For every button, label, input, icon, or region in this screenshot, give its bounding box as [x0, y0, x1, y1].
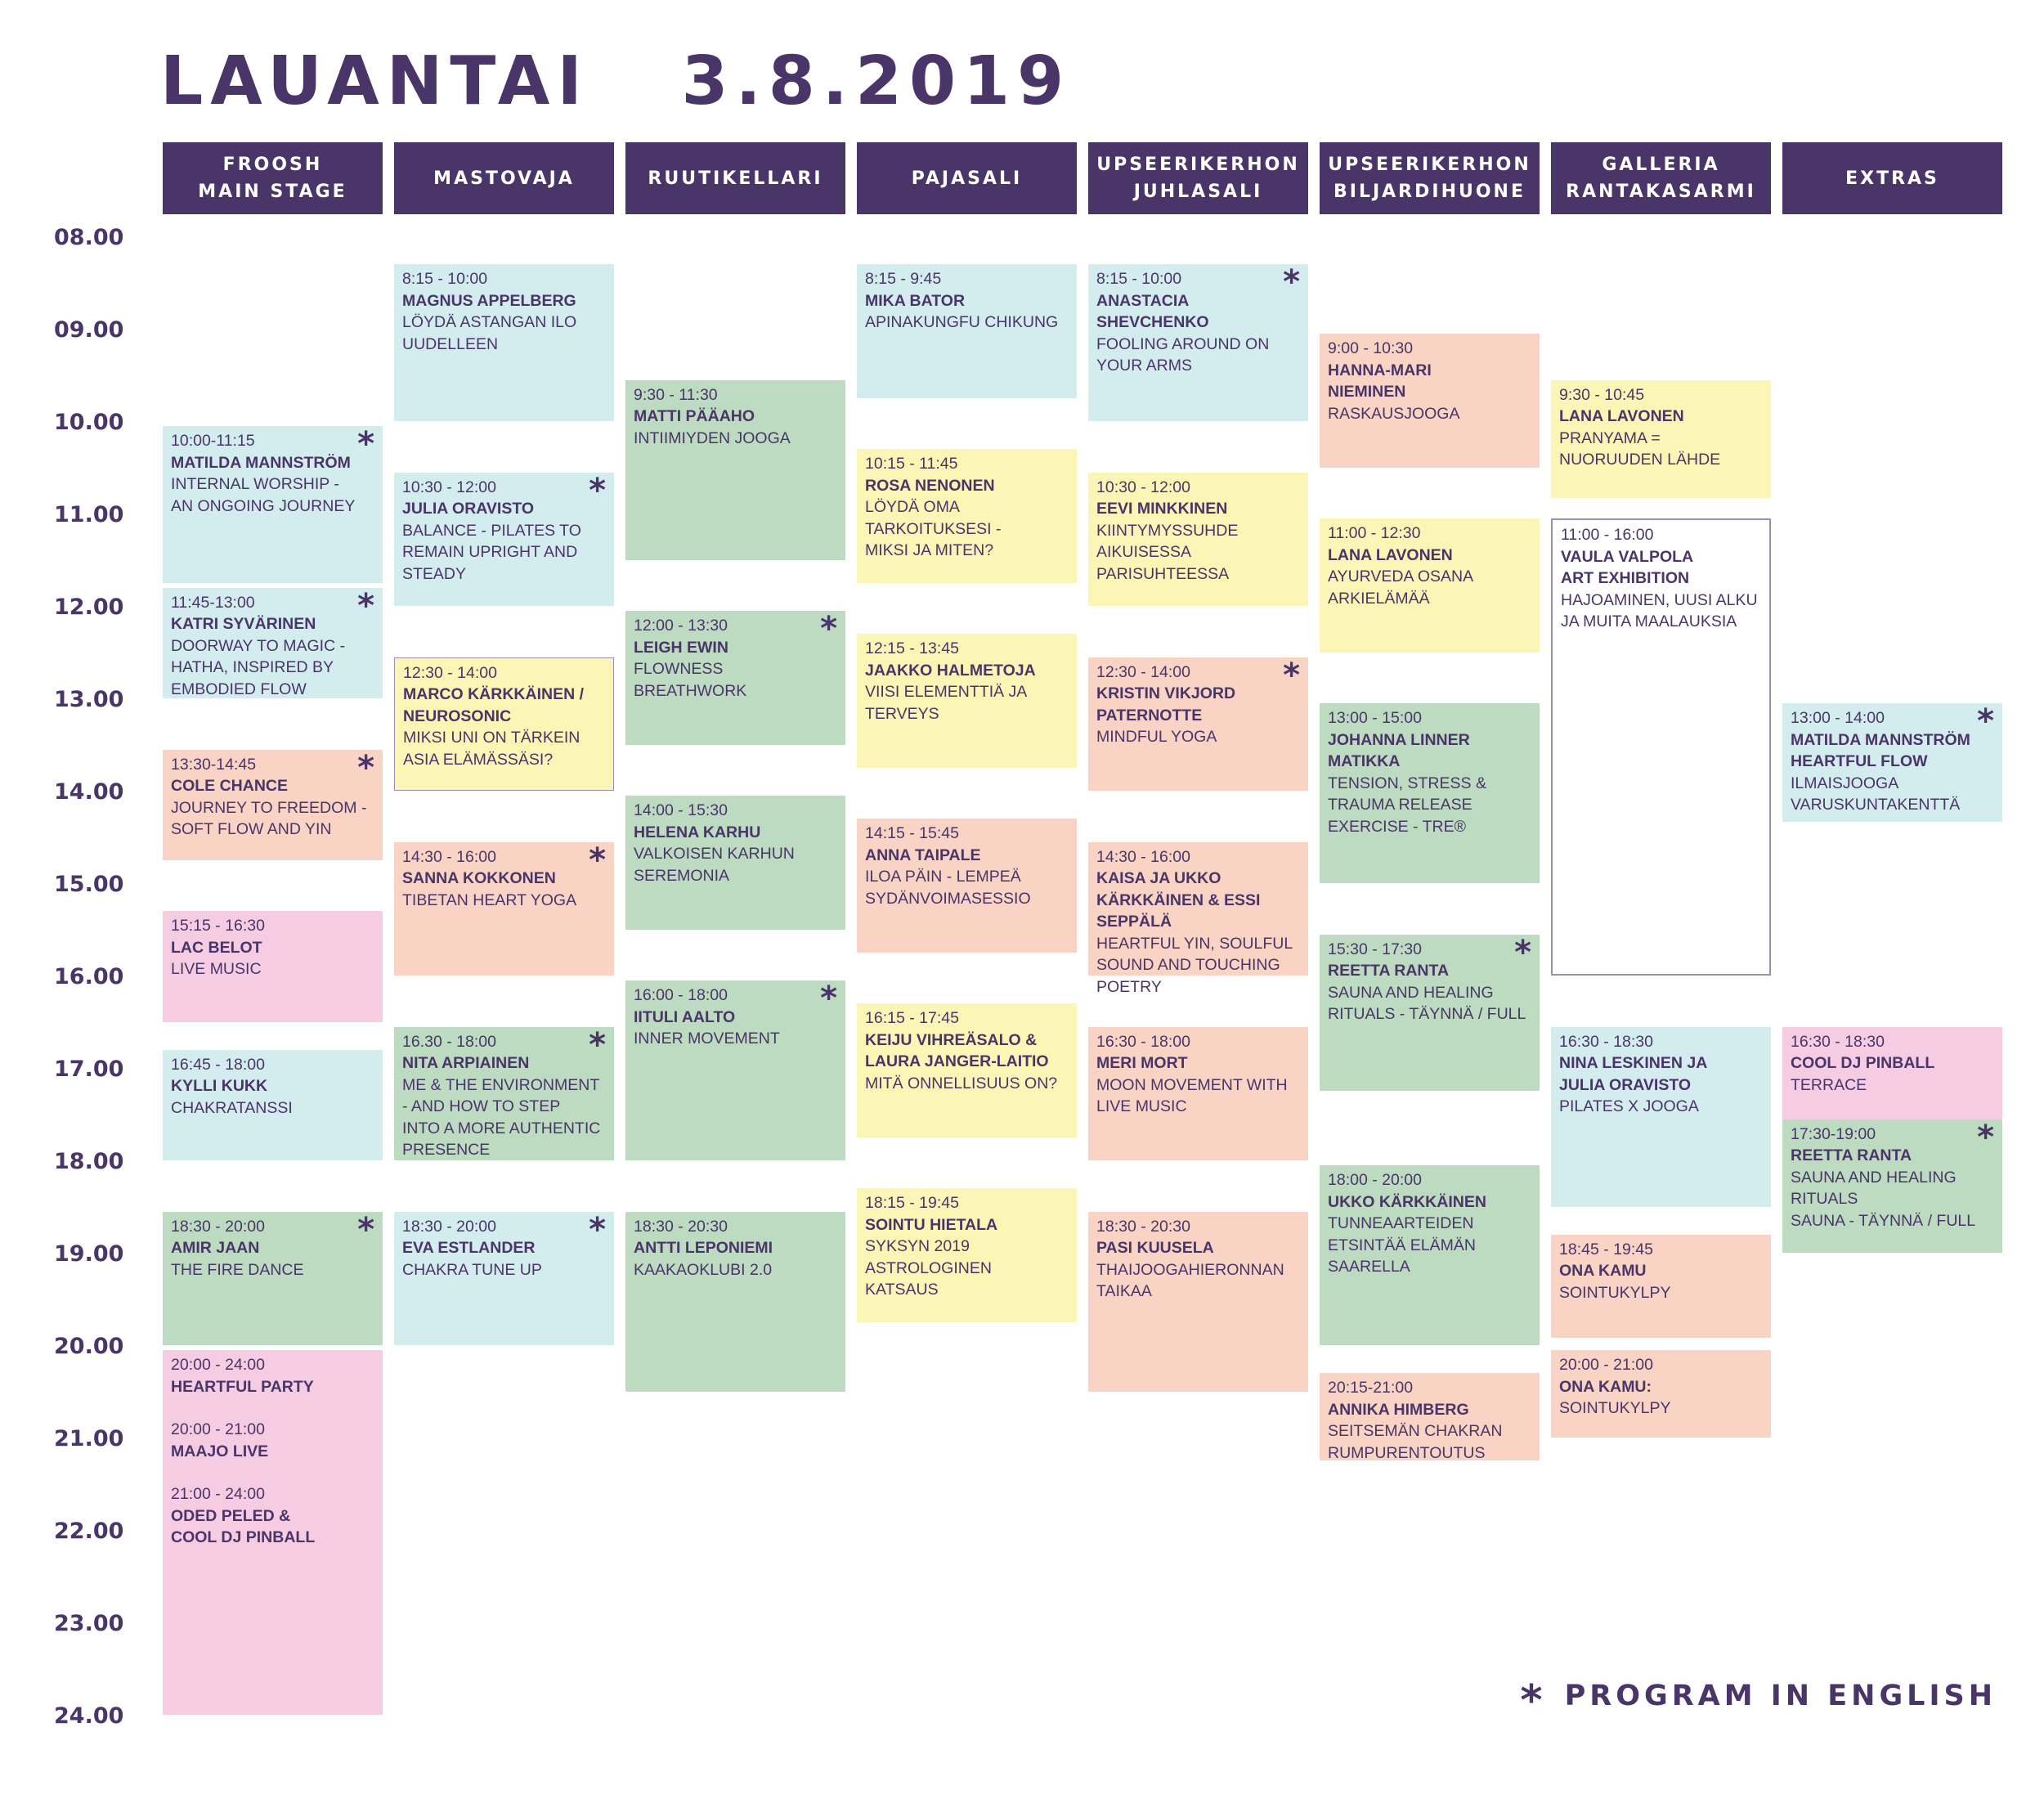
- event-performer: HELENA KARHU: [634, 823, 761, 841]
- event-description: INNER MOVEMENT: [634, 1030, 780, 1048]
- event-description: LÖYDÄ ASTANGAN ILO UUDELLEEN: [402, 313, 577, 353]
- event-card[interactable]: [1320, 1165, 1540, 1345]
- event-performer: COOL DJ PINBALL: [1791, 1054, 1935, 1072]
- event-time: 11:00 - 16:00: [1561, 526, 1654, 544]
- event-description: FOOLING AROUND ON YOUR ARMS: [1096, 334, 1270, 375]
- venue-header-label: UPSEERIKERHON JUHLASALI: [1096, 155, 1300, 202]
- venue-header: [1782, 142, 2002, 214]
- event-time: 18:00 - 20:00: [1328, 1171, 1422, 1189]
- event-time: 10:00-11:15: [171, 432, 255, 450]
- venue-header-label: RUUTIKELLARI: [648, 168, 823, 189]
- event-performer: NITA ARPIAINEN: [402, 1054, 530, 1072]
- event-description: JOURNEY TO FREEDOM - SOFT FLOW AND YIN: [171, 798, 367, 838]
- english-asterisk-icon: *: [1283, 263, 1300, 302]
- event-time: 12:15 - 13:45: [865, 639, 959, 658]
- sub-event-time: 20:00 - 21:00: [171, 1420, 265, 1438]
- event-description: PRANYAMA = NUORUUDEN LÄHDE: [1559, 428, 1721, 469]
- event-card[interactable]: [857, 819, 1077, 953]
- event-performer: COLE CHANCE: [171, 777, 289, 795]
- event-performer: LEIGH EWIN: [634, 638, 728, 657]
- venue-header: [1088, 142, 1308, 214]
- event-description: MITÄ ONNELLISUUS ON?: [865, 1074, 1058, 1092]
- event-time: 14:15 - 15:45: [865, 824, 959, 843]
- event-performer: REETTA RANTA: [1791, 1146, 1912, 1164]
- event-time: 12:30 - 14:00: [403, 663, 497, 682]
- event-time: 14:30 - 16:00: [1096, 847, 1190, 866]
- event-performer: MERI MORT: [1096, 1054, 1188, 1072]
- event-card[interactable]: [163, 1212, 383, 1346]
- hour-label: 23.00: [54, 1611, 124, 1636]
- event-performer: KATRI SYVÄRINEN: [171, 615, 316, 634]
- event-description: KIINTYMYSSUHDE AIKUISESSA PARISUHTEESSA: [1096, 521, 1239, 583]
- event-performer: VAULA VALPOLA ART EXHIBITION: [1561, 547, 1694, 587]
- venue-header: [1320, 142, 1540, 214]
- event-performer: EEVI MINKKINEN: [1096, 500, 1228, 518]
- event-description: BALANCE - PILATES TO REMAIN UPRIGHT AND STEADY: [402, 521, 581, 583]
- asterisk-icon: *: [1520, 1676, 1547, 1725]
- hour-label: 13.00: [54, 687, 124, 712]
- english-asterisk-icon: *: [357, 586, 374, 625]
- event-performer: KEIJU VIHREÄSALO & LAURA JANGER-LAITIO: [865, 1030, 1049, 1071]
- event-time: 18:30 - 20:00: [402, 1217, 496, 1236]
- event-description: ILOA PÄIN - LEMPEÄ SYDÄNVOIMASESSIO: [865, 868, 1031, 908]
- event-performer: ANNA TAIPALE: [865, 846, 981, 864]
- english-asterisk-icon: *: [1283, 656, 1300, 694]
- event-time: 18:30 - 20:30: [634, 1217, 728, 1236]
- hour-label: 14.00: [54, 779, 124, 805]
- hour-label: 20.00: [54, 1334, 124, 1359]
- event-time: 15:15 - 16:30: [171, 917, 265, 935]
- event-performer: AMIR JAAN: [171, 1239, 260, 1257]
- event-card[interactable]: [857, 634, 1077, 768]
- english-asterisk-icon: *: [357, 425, 374, 463]
- event-description: FLOWNESS BREATHWORK: [634, 660, 747, 700]
- event-card[interactable]: [857, 449, 1077, 583]
- event-card[interactable]: [394, 264, 614, 421]
- event-card[interactable]: [163, 1350, 383, 1715]
- event-card[interactable]: [625, 380, 845, 560]
- event-time: 20:00 - 24:00: [171, 1356, 265, 1374]
- event-time: 13:00 - 15:00: [1328, 709, 1422, 727]
- venue-header: [857, 142, 1077, 214]
- event-time: 16:00 - 18:00: [634, 986, 728, 1004]
- event-description: SAUNA AND HEALING RITUALS SAUNA - TÄYNNÄ / FULL: [1791, 1168, 1976, 1230]
- venue-header-label: PAJASALI: [911, 168, 1023, 189]
- legend: [1520, 1676, 1997, 1725]
- event-performer: PASI KUUSELA: [1096, 1239, 1214, 1257]
- event-card[interactable]: [394, 473, 614, 607]
- event-performer: MATTI PÄÄAHO: [634, 407, 755, 425]
- event-performer: SANNA KOKKONEN: [402, 869, 556, 887]
- event-card[interactable]: [625, 1212, 845, 1392]
- event-performer: ROSA NENONEN: [865, 476, 995, 495]
- event-card[interactable]: [857, 1003, 1077, 1137]
- event-time: 16:15 - 17:45: [865, 1009, 959, 1028]
- event-performer: JULIA ORAVISTO: [402, 500, 535, 518]
- event-description: KAAKAOKLUBI 2.0: [634, 1260, 773, 1279]
- event-description: TIBETAN HEART YOGA: [402, 891, 577, 909]
- event-performer: MATILDA MANNSTRÖM: [171, 453, 351, 472]
- venue-header: [625, 142, 845, 214]
- event-card[interactable]: [625, 611, 845, 745]
- event-time: 18:45 - 19:45: [1559, 1240, 1653, 1258]
- event-time: 9:30 - 11:30: [634, 385, 718, 404]
- venue-header: [163, 142, 383, 214]
- event-performer: IITULI AALTO: [634, 1007, 736, 1026]
- event-time: 20:00 - 21:00: [1559, 1356, 1653, 1374]
- event-time: 10:30 - 12:00: [1096, 478, 1190, 496]
- sub-event-time: 21:00 - 24:00: [171, 1485, 265, 1503]
- event-card[interactable]: [625, 796, 845, 930]
- event-time: 16:45 - 18:00: [171, 1055, 265, 1074]
- event-performer: MAGNUS APPELBERG: [402, 291, 576, 310]
- event-card[interactable]: [394, 1212, 614, 1346]
- event-card[interactable]: [1551, 1350, 1771, 1438]
- english-asterisk-icon: *: [1977, 1118, 1994, 1156]
- venue-header-label: EXTRAS: [1845, 168, 1939, 189]
- event-performer: ANNIKA HIMBERG: [1328, 1400, 1469, 1419]
- event-performer: KRISTIN VIKJORD PATERNOTTE: [1096, 684, 1236, 725]
- event-time: 12:30 - 14:00: [1096, 662, 1190, 681]
- event-performer: HANNA-MARI NIEMINEN: [1328, 361, 1432, 401]
- event-card[interactable]: [857, 264, 1077, 398]
- event-card[interactable]: [1320, 703, 1540, 883]
- event-description: ME & THE ENVIRONMENT - AND HOW TO STEP INTO A MORE AUTHENTIC PRESENCE: [402, 1075, 601, 1159]
- event-description: APINAKUNGFU CHIKUNG: [865, 313, 1059, 332]
- event-time: 17:30-19:00: [1791, 1124, 1876, 1143]
- event-description: MIKSI UNI ON TÄRKEIN ASIA ELÄMÄSSÄSI?: [403, 729, 580, 769]
- event-time: 16:30 - 18:30: [1791, 1032, 1885, 1051]
- event-card[interactable]: [1088, 842, 1308, 996]
- event-description: SAUNA AND HEALING RITUALS - TÄYNNÄ / FULL: [1328, 983, 1526, 1023]
- hour-label: 22.00: [54, 1519, 124, 1544]
- event-card[interactable]: [163, 588, 383, 698]
- event-description: VALKOISEN KARHUN SEREMONIA: [634, 845, 795, 885]
- event-time: 18:30 - 20:00: [171, 1217, 265, 1236]
- event-time: 14:00 - 15:30: [634, 801, 728, 819]
- event-time: 15:30 - 17:30: [1328, 940, 1422, 958]
- venue-header-label: GALLERIA RANTAKASARMI: [1566, 155, 1756, 202]
- event-time: 20:15-21:00: [1328, 1379, 1414, 1397]
- event-time: 16:30 - 18:30: [1559, 1032, 1653, 1051]
- event-performer: ONA KAMU: [1559, 1262, 1647, 1281]
- event-performer: MARCO KÄRKKÄINEN / NEUROSONIC: [403, 685, 584, 725]
- event-description: DOORWAY TO MAGIC - HATHA, INSPIRED BY EMBODIED FLOW: [171, 636, 346, 698]
- event-description: HEARTFUL YIN, SOULFUL SOUND AND TOUCHING POETRY: [1096, 934, 1293, 996]
- event-performer: ANASTACIA SHEVCHENKO: [1096, 291, 1209, 332]
- hour-label: 12.00: [54, 594, 124, 620]
- event-card[interactable]: [163, 750, 383, 860]
- venue-header-label: UPSEERIKERHON BILJARDIHUONE: [1328, 155, 1531, 202]
- event-card[interactable]: [1551, 380, 1771, 499]
- spacer: [171, 1462, 374, 1483]
- event-description: PILATES X JOOGA: [1559, 1097, 1699, 1115]
- hour-label: 16.00: [54, 964, 124, 989]
- event-performer: JAAKKO HALMETOJA: [865, 661, 1036, 680]
- event-description: TUNNEAARTEIDEN ETSINTÄÄ ELÄMÄN SAARELLA: [1328, 1214, 1476, 1276]
- english-asterisk-icon: *: [589, 1025, 606, 1064]
- event-card[interactable]: [163, 911, 383, 1021]
- hour-label: 10.00: [54, 410, 124, 435]
- event-card[interactable]: [1782, 1119, 2002, 1254]
- event-performer: HEARTFUL PARTY: [171, 1377, 314, 1396]
- event-description: TERRACE: [1791, 1075, 1867, 1094]
- event-performer: JOHANNA LINNER MATIKKA: [1328, 730, 1470, 770]
- hour-label: 11.00: [54, 502, 124, 527]
- event-card[interactable]: [1320, 334, 1540, 468]
- venue-header: [394, 142, 614, 214]
- event-description: TENSION, STRESS & TRAUMA RELEASE EXERCISE - TRE®: [1328, 774, 1486, 836]
- event-card[interactable]: [1551, 1027, 1771, 1207]
- event-card[interactable]: [1782, 703, 2002, 822]
- event-description: LIVE MUSIC: [171, 960, 262, 979]
- event-card[interactable]: [1088, 1212, 1308, 1392]
- event-card[interactable]: [857, 1188, 1077, 1322]
- event-time: 13:30-14:45: [171, 755, 257, 774]
- event-time: 9:30 - 10:45: [1559, 385, 1645, 404]
- spacer: [171, 1397, 374, 1419]
- event-card[interactable]: [394, 842, 614, 976]
- event-performer: MATILDA MANNSTRÖM HEARTFUL FLOW: [1791, 730, 1970, 770]
- event-time: 16.30 - 18:00: [402, 1032, 496, 1051]
- event-card[interactable]: [1088, 1027, 1308, 1161]
- event-description: INTERNAL WORSHIP - AN ONGOING JOURNEY: [171, 475, 356, 515]
- english-asterisk-icon: *: [589, 841, 606, 879]
- event-performer: EVA ESTLANDER: [402, 1239, 536, 1257]
- event-time: 8:15 - 9:45: [865, 270, 942, 289]
- english-asterisk-icon: *: [589, 471, 606, 509]
- event-card[interactable]: [394, 657, 614, 792]
- venue-header: [1551, 142, 1771, 214]
- event-performer: ANTTI LEPONIEMI: [634, 1239, 773, 1257]
- event-description: MINDFUL YOGA: [1096, 728, 1217, 746]
- page-title: LAUANTAI 3.8.2019: [160, 43, 1072, 120]
- event-description: AYURVEDA OSANA ARKIELÄMÄÄ: [1328, 568, 1474, 608]
- event-performer: KYLLI KUKK: [171, 1077, 268, 1096]
- english-asterisk-icon: *: [1514, 933, 1531, 971]
- event-description: MOON MOVEMENT WITH LIVE MUSIC: [1096, 1075, 1288, 1115]
- event-card[interactable]: [1551, 518, 1771, 976]
- event-time: 9:00 - 10:30: [1328, 339, 1414, 357]
- hour-label: 08.00: [54, 225, 124, 250]
- event-description: THE FIRE DANCE: [171, 1260, 304, 1279]
- event-time: 13:00 - 14:00: [1791, 709, 1885, 727]
- event-time: 11:00 - 12:30: [1328, 524, 1421, 542]
- event-card[interactable]: [625, 980, 845, 1160]
- event-card[interactable]: [163, 1050, 383, 1160]
- event-description: THAIJOOGAHIERONNAN TAIKAA: [1096, 1260, 1284, 1300]
- event-time: 16:30 - 18:00: [1096, 1032, 1190, 1051]
- event-time: 11:45-13:00: [171, 593, 255, 612]
- english-asterisk-icon: *: [820, 980, 837, 1017]
- event-description: HAJOAMINEN, UUSI ALKU JA MUITA MAALAUKSIA: [1561, 590, 1758, 630]
- event-performer: LANA LAVONEN: [1559, 407, 1684, 425]
- hour-label: 19.00: [54, 1241, 124, 1267]
- legend-text: PROGRAM IN ENGLISH: [1564, 1680, 1997, 1712]
- english-asterisk-icon: *: [357, 748, 374, 787]
- event-description: SEITSEMÄN CHAKRAN RUMPURENTOUTUS: [1328, 1422, 1503, 1462]
- event-card[interactable]: [163, 426, 383, 583]
- event-description: LÖYDÄ OMA TARKOITUKSESI - MIKSI JA MITEN?: [865, 498, 1002, 560]
- hour-label: 15.00: [54, 872, 124, 897]
- event-time: 14:30 - 16:00: [402, 847, 496, 866]
- event-performer: KAISA JA UKKO KÄRKKÄINEN & ESSI SEPPÄLÄ: [1096, 869, 1261, 931]
- event-time: 10:30 - 12:00: [402, 478, 496, 496]
- hour-label: 18.00: [54, 1149, 124, 1174]
- event-performer: NINA LESKINEN JA JULIA ORAVISTO: [1559, 1054, 1708, 1094]
- event-card[interactable]: [1320, 518, 1540, 653]
- event-time: 18:15 - 19:45: [865, 1194, 959, 1213]
- event-card[interactable]: [1088, 264, 1308, 421]
- event-card[interactable]: [1088, 473, 1308, 607]
- sub-event-performer: ODED PELED & COOL DJ PINBALL: [171, 1506, 316, 1546]
- event-description: INTIIMIYDEN JOOGA: [634, 428, 791, 447]
- event-time: 8:15 - 10:00: [402, 270, 488, 289]
- english-asterisk-icon: *: [1977, 702, 1994, 740]
- english-asterisk-icon: *: [820, 610, 837, 648]
- event-performer: UKKO KÄRKKÄINEN: [1328, 1192, 1486, 1211]
- event-card[interactable]: [1320, 935, 1540, 1092]
- sub-event-performer: MAAJO LIVE: [171, 1442, 269, 1460]
- event-description: SYKSYN 2019 ASTROLOGINEN KATSAUS: [865, 1237, 992, 1299]
- event-card[interactable]: [394, 1027, 614, 1161]
- event-card[interactable]: [1551, 1235, 1771, 1338]
- event-performer: LAC BELOT: [171, 938, 262, 957]
- hour-label: 09.00: [54, 317, 124, 343]
- event-time: 8:15 - 10:00: [1096, 270, 1182, 289]
- event-performer: LANA LAVONEN: [1328, 545, 1453, 564]
- event-description: SOINTUKYLPY: [1559, 1283, 1671, 1302]
- event-time: 18:30 - 20:30: [1096, 1217, 1190, 1236]
- event-description: VIISI ELEMENTTIÄ JA TERVEYS: [865, 683, 1028, 723]
- hour-label: 24.00: [54, 1703, 124, 1729]
- event-description: CHAKRA TUNE UP: [402, 1260, 542, 1279]
- hour-label: 21.00: [54, 1426, 124, 1451]
- english-asterisk-icon: *: [357, 1210, 374, 1249]
- hour-label: 17.00: [54, 1057, 124, 1082]
- event-time: 12:00 - 13:30: [634, 617, 728, 635]
- event-performer: REETTA RANTA: [1328, 962, 1450, 980]
- event-time: 10:15 - 11:45: [865, 455, 958, 473]
- event-description: SOINTUKYLPY: [1559, 1399, 1671, 1417]
- event-description: ILMAISJOOGA VARUSKUNTAKENTTÄ: [1791, 774, 1961, 814]
- event-card[interactable]: [1088, 657, 1308, 792]
- event-performer: ONA KAMU:: [1559, 1377, 1652, 1396]
- venue-header-label: FROOSH MAIN STAGE: [198, 155, 347, 202]
- event-performer: SOINTU HIETALA: [865, 1215, 998, 1234]
- venue-header-label: MASTOVAJA: [433, 168, 575, 189]
- event-description: CHAKRATANSSI: [171, 1098, 293, 1117]
- english-asterisk-icon: *: [589, 1210, 606, 1249]
- event-description: RASKAUSJOOGA: [1328, 404, 1460, 423]
- event-performer: MIKA BATOR: [865, 291, 966, 310]
- event-card[interactable]: [1320, 1373, 1540, 1460]
